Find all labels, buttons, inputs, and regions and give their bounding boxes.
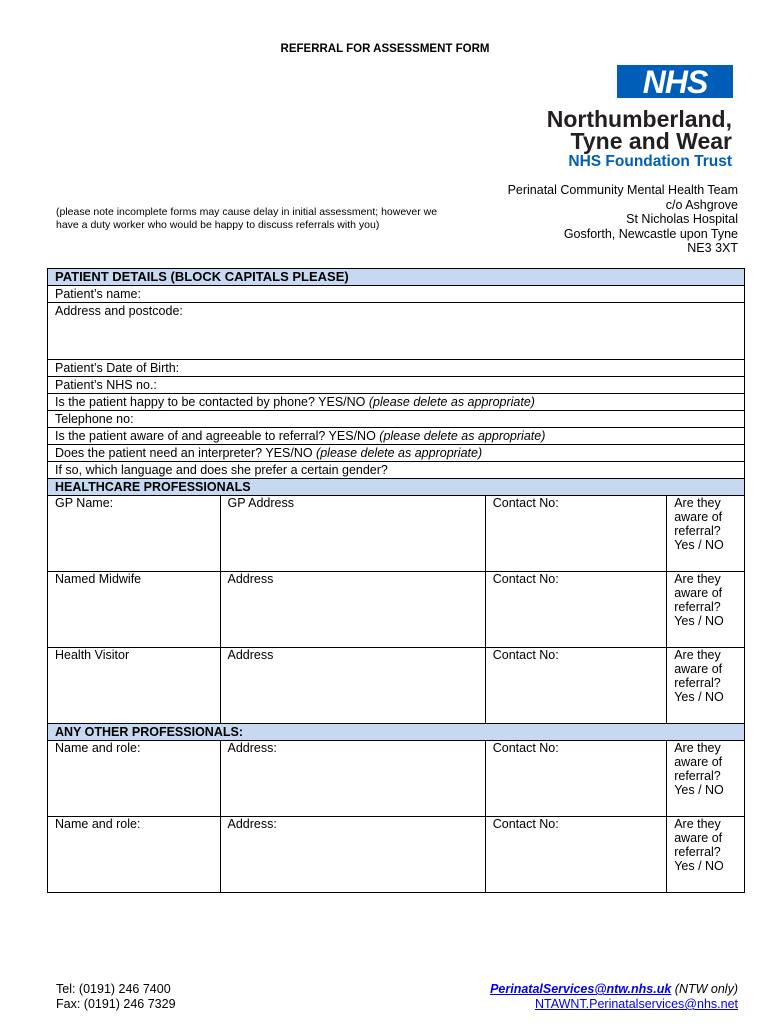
nhs-logo [617,65,733,98]
aware-line: referral? [674,676,721,690]
midwife-row [47,572,745,648]
patient-name-field[interactable]: Patient’s name: [47,286,745,303]
form-title: REFERRAL FOR ASSESSMENT FORM [280,43,490,55]
gp-address-cell[interactable]: GP Address [220,496,485,571]
health-visitor-name-cell[interactable]: Health Visitor [55,648,130,662]
aware-line: aware of [674,831,723,845]
language-question[interactable]: If so, which language and does she prefer a certain gender? [47,462,745,479]
patient-nhs-no-field[interactable]: Patient’s NHS no.: [47,377,745,394]
aware-line: Yes / NO [674,859,724,873]
referral-form-table [47,268,745,893]
telephone-field[interactable]: Telephone no: [47,411,745,428]
other-name-role-cell[interactable]: Name and role: [55,817,141,831]
team-address [508,183,738,256]
health-visitor-row [47,648,745,724]
health-visitor-aware-cell[interactable] [666,648,744,723]
midwife-address-cell[interactable]: Address [220,572,485,647]
phone-contact-question[interactable] [47,394,745,411]
address-line: Perinatal Community Mental Health Team [507,183,738,197]
aware-line: aware of [674,510,723,524]
referral-awareness-note: (please delete as appropriate) [379,429,546,443]
gp-aware-cell[interactable] [666,496,744,571]
phone-contact-label: Is the patient happy to be contacted by phone? YES/NO [55,395,369,409]
aware-line: Are they [674,648,721,662]
address-line: St Nicholas Hospital [626,212,738,226]
aware-line: referral? [674,845,721,859]
aware-line: Are they [674,817,721,831]
org-name-line2: Tyne and Wear [570,128,732,154]
aware-line: aware of [674,586,723,600]
patient-address-label: Address and postcode: [55,304,183,318]
aware-line: Yes / NO [674,690,724,704]
gp-contact-cell[interactable]: Contact No: [485,496,666,571]
patient-details-header: PATIENT DETAILS (BLOCK CAPITALS PLEASE) [47,268,745,286]
other-contact-cell[interactable]: Contact No: [485,817,666,892]
aware-line: Are they [674,572,721,586]
org-name-line3: NHS Foundation Trust [568,153,732,170]
midwife-contact-cell[interactable]: Contact No: [485,572,666,647]
email-link-ntw[interactable]: PerinatalServices@ntw.nhs.uk [490,982,672,996]
patient-dob-field[interactable]: Patient’s Date of Birth: [47,360,745,377]
aware-line: Yes / NO [674,614,724,628]
phone-contact-note: (please delete as appropriate) [368,395,535,409]
health-visitor-address-cell[interactable]: Address [220,648,485,723]
aware-line: referral? [674,600,721,614]
other-aware-cell[interactable] [666,817,744,892]
referral-awareness-label: Is the patient aware of and agreeable to referral? YES/NO [55,429,380,443]
aware-line: referral? [674,524,721,538]
footer-email [490,982,738,1012]
interpreter-note: (please delete as appropriate) [316,446,483,460]
aware-line: referral? [674,769,721,783]
aware-line: aware of [674,755,723,769]
email-link-nhsnet[interactable]: NTAWNT.Perinatalservices@nhs.net [534,997,738,1011]
address-line: c/o Ashgrove [665,197,738,212]
footer-tel: Tel: (0191) 246 7400 [56,982,171,996]
other-professionals-header: ANY OTHER PROFESSIONALS: [47,724,745,741]
aware-line: Are they [674,741,721,755]
other-professional-row [47,741,745,817]
org-name-line1: Northumberland, [546,106,732,132]
aware-line: aware of [674,662,723,676]
gp-name-cell[interactable]: GP Name: [55,496,114,510]
email-ntw-note: (NTW only) [671,982,738,996]
footer-phone [56,982,176,1012]
other-name-role-cell[interactable]: Name and role: [55,741,141,755]
address-line: Gosforth, Newcastle upon Tyne [563,226,738,241]
patient-address-field[interactable] [47,303,745,360]
health-visitor-contact-cell[interactable]: Contact No: [485,648,666,723]
other-contact-cell[interactable]: Contact No: [485,741,666,816]
nhs-logo-text: NHS [642,63,708,100]
other-professional-row [47,817,745,893]
healthcare-professionals-header: HEALTHCARE PROFESSIONALS [47,479,745,496]
midwife-aware-cell[interactable] [666,572,744,647]
aware-line: Yes / NO [674,538,724,552]
aware-line: Yes / NO [674,783,724,797]
aware-line: Are they [674,496,721,510]
incomplete-form-note: (please note incomplete forms may cause delay in initial assessment; however we have a duty worker who would be happy to discuss referrals with you) [56,206,438,231]
referral-awareness-question[interactable] [47,428,745,445]
other-aware-cell[interactable] [666,741,744,816]
midwife-name-cell[interactable]: Named Midwife [55,572,142,586]
interpreter-question[interactable] [47,445,745,462]
gp-row [47,496,745,572]
other-address-cell[interactable]: Address: [220,741,485,816]
interpreter-label: Does the patient need an interpreter? YES/NO [55,446,317,460]
address-line: NE3 3XT [687,241,738,255]
footer-fax: Fax: (0191) 246 7329 [56,997,176,1011]
other-address-cell[interactable]: Address: [220,817,485,892]
